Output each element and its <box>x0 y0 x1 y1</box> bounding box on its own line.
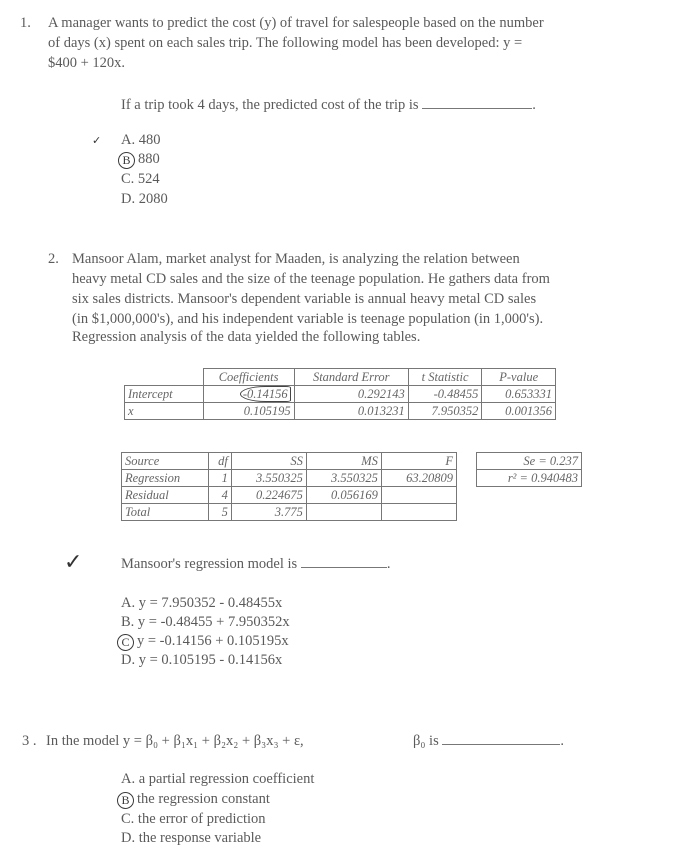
coef-row-intercept <box>125 386 556 403</box>
q3-selected-circle: B <box>117 792 134 809</box>
q2-answer-blank <box>301 567 387 568</box>
q2-line-3: six sales districts. Mansoor's dependent variable is annual heavy metal CD sales <box>72 291 537 307</box>
anova-header-row <box>122 453 457 470</box>
q1-number: 1. <box>20 15 31 31</box>
anova-df: 4 <box>208 487 231 504</box>
q2-option-b[interactable]: B. y = -0.48455 + 7.950352x <box>121 614 290 630</box>
q2-line-1: Mansoor Alam, market analyst for Maaden, is analyzing the relation between <box>72 251 520 267</box>
q2-option-c-text: y = -0.14156 + 0.105195x <box>137 633 289 649</box>
q3-stem: In the model y = β₀ + β₁x₁ + β₂x₂ + β₃x₃ + ε, <box>46 733 304 749</box>
coef-value: 0.105195 <box>203 403 294 420</box>
q1-text-line1: A manager wants to predict the cost (y) of travel for salespeople based on the number <box>48 15 544 31</box>
anova-header-ss: SS <box>231 453 306 470</box>
anova-ss: 3.775 <box>231 504 306 521</box>
anova-header-ms: MS <box>306 453 381 470</box>
q1-option-a[interactable]: A. 480 <box>121 132 161 148</box>
q3-number: 3 . <box>22 733 37 749</box>
q3-answer-blank <box>442 744 560 745</box>
anova-ss: 3.550325 <box>231 470 306 487</box>
coef-header-standard-error: Standard Error <box>294 369 408 386</box>
anova-ms: 0.056169 <box>306 487 381 504</box>
q2-selected-circle: C <box>117 634 134 651</box>
coefficient-table <box>124 368 556 420</box>
coef-header-p-value: P-value <box>482 369 556 386</box>
coef-t: 7.950352 <box>408 403 482 420</box>
q1-text-line3: $400 + 120x. <box>48 55 126 71</box>
q2-prompt: Mansoor's regression model is . <box>121 556 391 572</box>
q3-prompt: β₀ is . <box>413 733 564 749</box>
anova-f: 63.20809 <box>381 470 456 487</box>
anova-f <box>381 504 456 521</box>
anova-table <box>121 452 457 521</box>
q1-option-d[interactable]: D. 2080 <box>121 191 168 207</box>
q1-text-line2: of days (x) spent on each sales trip. The following model has been developed: y = <box>48 35 523 51</box>
q3-option-b-text: the regression constant <box>137 791 270 807</box>
q3-option-b[interactable] <box>117 790 270 809</box>
anova-ms: 3.550325 <box>306 470 381 487</box>
anova-row-regression <box>122 470 457 487</box>
q2-prompt-text: Mansoor's regression model is <box>121 556 298 572</box>
coef-se: 0.013231 <box>294 403 408 420</box>
se-value: Se = 0.237 <box>477 453 582 470</box>
anova-source: Regression <box>122 470 209 487</box>
q1-prompt: If a trip took 4 days, the predicted cost of the trip is . <box>121 97 536 113</box>
q1-option-b[interactable] <box>118 150 160 169</box>
anova-df: 5 <box>208 504 231 521</box>
q2-option-d[interactable]: D. y = 0.105195 - 0.14156x <box>121 652 283 668</box>
coef-value-circled: -0.14156 <box>240 386 291 402</box>
coef-p: 0.653331 <box>482 386 556 403</box>
anova-header-f: F <box>381 453 456 470</box>
anova-source: Residual <box>122 487 209 504</box>
r2-value: r² = 0.940483 <box>477 470 582 487</box>
q3-prompt-text: β₀ is <box>413 733 439 749</box>
anova-source: Total <box>122 504 209 521</box>
q3-option-d[interactable]: D. the response variable <box>121 830 262 846</box>
coef-label: Intercept <box>125 386 204 403</box>
coef-header-coefficients: Coefficients <box>203 369 294 386</box>
coef-t: -0.48455 <box>408 386 482 403</box>
coef-row-x <box>125 403 556 420</box>
q1-selected-circle: B <box>118 152 135 169</box>
q1-option-c[interactable]: C. 524 <box>121 171 160 187</box>
q1-answer-blank <box>422 108 532 109</box>
anova-header-df: df <box>208 453 231 470</box>
q2-line-2: heavy metal CD sales and the size of the teenage population. He gathers data from <box>72 271 550 287</box>
anova-row-total <box>122 504 457 521</box>
q3-option-c[interactable]: C. the error of prediction <box>121 811 266 827</box>
coef-header-row <box>125 369 556 386</box>
coef-header-empty <box>125 369 204 386</box>
coef-label: x <box>125 403 204 420</box>
q2-option-a[interactable]: A. y = 7.950352 - 0.48455x <box>121 595 283 611</box>
fit-stats-table <box>476 452 582 487</box>
coef-p: 0.001356 <box>482 403 556 420</box>
q2-line-4: (in $1,000,000's), and his independent variable is teenage population (in 1,000's). <box>72 311 544 327</box>
q3-option-a[interactable]: A. a partial regression coefficient <box>121 771 315 787</box>
anova-ms <box>306 504 381 521</box>
coef-header-t-stat: t Statistic <box>408 369 482 386</box>
q2-check-mark: ✓ <box>64 549 83 574</box>
q2-line-5: Regression analysis of the data yielded the following tables. <box>72 329 421 345</box>
anova-f <box>381 487 456 504</box>
q2-option-c[interactable] <box>117 632 289 651</box>
q1-option-b-text: 880 <box>138 151 160 167</box>
anova-df: 1 <box>208 470 231 487</box>
q1-prompt-text: If a trip took 4 days, the predicted cost of the trip is <box>121 97 419 113</box>
anova-row-residual <box>122 487 457 504</box>
coef-value <box>203 386 294 403</box>
q2-number: 2. <box>48 251 59 267</box>
anova-ss: 0.224675 <box>231 487 306 504</box>
anova-header-source: Source <box>122 453 209 470</box>
coef-se: 0.292143 <box>294 386 408 403</box>
q1-tick-mark: ✓ <box>92 135 102 147</box>
